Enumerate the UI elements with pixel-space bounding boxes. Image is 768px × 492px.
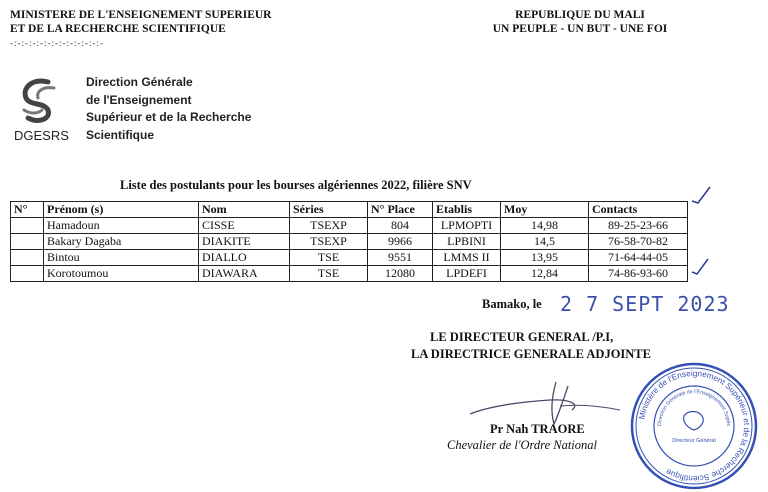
cell-number [11,234,44,250]
cell-place-number: 12080 [368,266,433,282]
cell-number [11,218,44,234]
table-row [11,266,688,282]
cell-school: LMMS II [433,250,501,266]
cell-average: 12,84 [501,266,589,282]
director-title-2: LA DIRECTRICE GENERALE ADJOINTE [411,347,651,361]
table-row [11,250,688,266]
cell-first-name: Bintou [44,250,199,266]
cell-average: 13,95 [501,250,589,266]
cell-contacts: 76-58-70-82 [589,234,688,250]
col-first-name: Prénom (s) [44,202,199,218]
cell-last-name: DIAKITE [199,234,290,250]
signatory-distinction: Chevalier de l'Ordre National [447,438,597,452]
col-number: N° [11,202,44,218]
logo-line-4: Scientifique [86,127,155,142]
stamp-outer-text: Ministère de l'Enseignement Supérieur et de la Recherche Scientifique [637,368,752,484]
logo-line-2: de l'Enseignement [86,92,192,107]
logo-line-1: Direction Générale [86,75,193,89]
republic-header [470,8,690,36]
ministry-line-1: MINISTERE DE L'ENSEIGNEMENT SUPERIEUR [10,9,272,21]
cell-last-name: CISSE [199,218,290,234]
signatory-name: Pr Nah TRAORE [490,422,585,436]
ministry-header [10,8,271,36]
checkmark-bottom-icon [690,256,710,276]
header-divider-dots: -:-:-:-:-:-:-:-:-:-:-:-:- [10,38,104,48]
col-contacts: Contacts [589,202,688,218]
applicants-table [10,201,688,282]
cell-place-number: 9966 [368,234,433,250]
republic-name: REPUBLIQUE DU MALI [515,9,645,21]
cell-number [11,250,44,266]
document-title: Liste des postulants pour les bourses algériennes 2022, filière SNV [120,178,472,192]
col-place-number: N° Place [368,202,433,218]
logo-line-3: Supérieur et de la Recherche [86,110,252,124]
col-average: Moy [501,202,589,218]
cell-contacts: 74-86-93-60 [589,266,688,282]
col-series: Séries [290,202,368,218]
stamp-inner-text: Direction Générale de l'Enseignement Supéri [656,388,732,427]
table-row [11,234,688,250]
cell-series: TSEXP [290,234,368,250]
cell-school: LPBINI [433,234,501,250]
cell-school: LPMOPTI [433,218,501,234]
official-stamp-icon [628,360,760,492]
cell-average: 14,5 [501,234,589,250]
logo-acronym: DGESRS [14,128,69,143]
cell-series: TSE [290,266,368,282]
table-header-row [11,202,688,218]
republic-motto: UN PEUPLE - UN BUT - UNE FOI [492,23,668,35]
cell-place-number: 804 [368,218,433,234]
cell-contacts: 71-64-44-05 [589,250,688,266]
col-last-name: Nom [199,202,290,218]
stamp-center-text: Directeur Général [672,438,716,444]
cell-place-number: 9551 [368,250,433,266]
cell-first-name: Korotoumou [44,266,199,282]
place-label: Bamako, le [482,297,542,311]
logo-institution-name [86,74,251,144]
date-stamp: 2 7 SEPT 2023 [560,292,730,316]
cell-last-name: DIALLO [199,250,290,266]
cell-school: LPDEFI [433,266,501,282]
cell-average: 14,98 [501,218,589,234]
cell-series: TSEXP [290,218,368,234]
col-school: Etablis [433,202,501,218]
director-title-1: LE DIRECTEUR GENERAL /P.I, [430,330,614,344]
ministry-line-2: ET DE LA RECHERCHE SCIENTIFIQUE [10,23,226,35]
cell-number [11,266,44,282]
cell-first-name: Bakary Dagaba [44,234,199,250]
checkmark-top-icon [690,183,712,205]
table-row [11,218,688,234]
cell-last-name: DIAWARA [199,266,290,282]
cell-contacts: 89-25-23-66 [589,218,688,234]
cell-series: TSE [290,250,368,266]
cell-first-name: Hamadoun [44,218,199,234]
dgesrs-logo-icon [14,74,66,126]
